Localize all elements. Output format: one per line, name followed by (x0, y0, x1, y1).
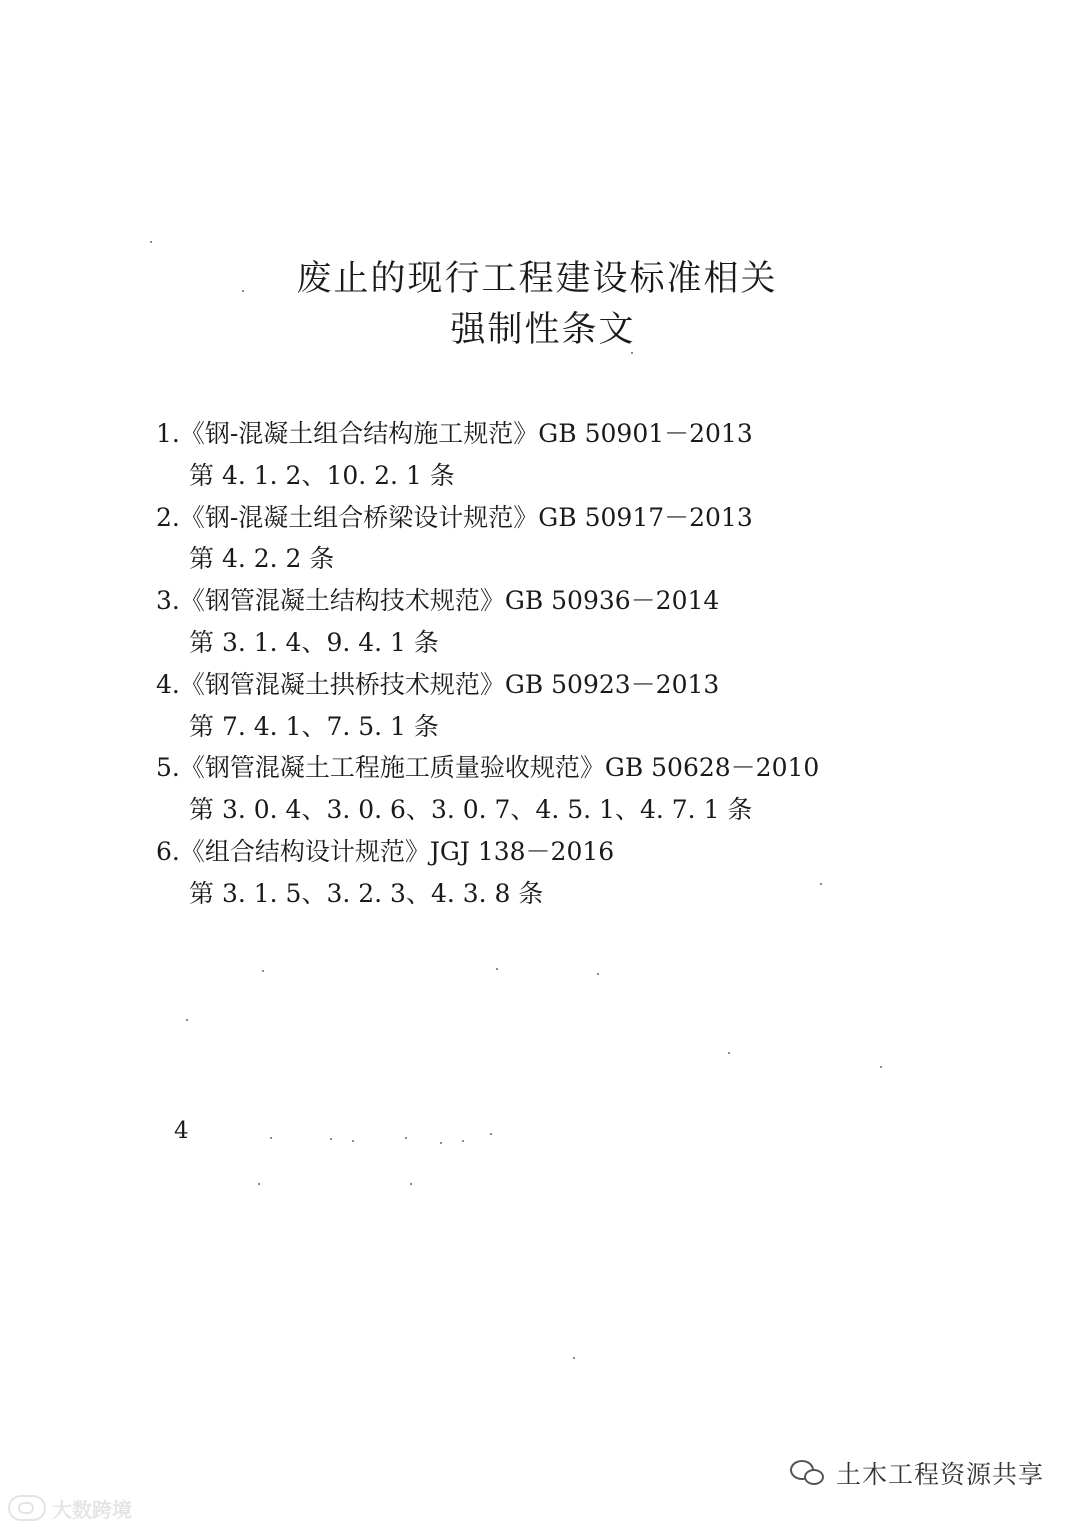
item-number: 4. (156, 669, 180, 699)
standard-title (156, 831, 1036, 873)
clause-list: 第 3. 1. 5、3. 2. 3、4. 3. 8 条 (189, 878, 544, 908)
list-item (156, 664, 1036, 748)
scan-speck (728, 1052, 730, 1054)
page-number: 4 (174, 1118, 189, 1144)
scan-speck (496, 968, 498, 970)
standard-title (156, 497, 1036, 539)
scan-speck (352, 1140, 354, 1142)
scan-speck (880, 1066, 882, 1068)
scan-speck (405, 1137, 407, 1139)
clause-list: 第 4. 2. 2 条 (189, 544, 335, 574)
scan-speck (440, 1142, 442, 1144)
scan-speck (186, 1019, 188, 1021)
standard-name: 《钢-混凝土组合结构施工规范》GB 50901－2013 (179, 419, 753, 448)
item-number: 1. (156, 419, 180, 448)
scan-speck (270, 1137, 272, 1139)
cloud-logo-icon (8, 1495, 46, 1521)
clause-list: 第 3. 0. 4、3. 0. 6、3. 0. 7、4. 5. 1、4. 7. 1 条 (189, 795, 753, 825)
standard-name: 《组合结构设计规范》JGJ 138－2016 (179, 836, 615, 866)
clause-list: 第 4. 1. 2、10. 2. 1 条 (189, 460, 455, 490)
scan-speck (330, 1138, 332, 1140)
standard-name: 《钢管混凝土工程施工质量验收规范》GB 50628－2010 (179, 753, 820, 783)
clause-list: 第 3. 1. 4、9. 4. 1 条 (189, 627, 439, 657)
item-number: 3. (156, 586, 180, 616)
standard-name: 《钢管混凝土拱桥技术规范》GB 50923－2013 (179, 669, 720, 699)
wechat-icon (790, 1458, 826, 1488)
standard-title (156, 580, 1036, 622)
list-item (156, 580, 1036, 664)
scan-speck (597, 973, 599, 975)
item-number: 5. (156, 753, 180, 783)
document-title-line-1: 废止的现行工程建设标准相关 (296, 259, 778, 299)
watermark-left (8, 1493, 132, 1523)
scan-speck (490, 1133, 492, 1135)
scan-speck (820, 883, 822, 885)
list-item (156, 747, 1036, 831)
standard-title (156, 747, 1036, 789)
scan-speck (573, 1357, 575, 1359)
list-item (156, 831, 1036, 915)
item-number: 6. (156, 836, 180, 866)
scan-speck (462, 1140, 464, 1142)
standard-name: 《钢管混凝土结构技术规范》GB 50936－2014 (179, 586, 720, 616)
scan-speck (262, 970, 264, 972)
document-title-line-2: 强制性条文 (450, 310, 636, 350)
list-item (156, 497, 1036, 581)
standard-title (156, 664, 1036, 706)
scan-speck (150, 241, 152, 243)
watermark-left-text: 大数跨境 (52, 1497, 132, 1522)
clause-list: 第 7. 4. 1、7. 5. 1 条 (189, 711, 439, 741)
standards-list (156, 413, 1036, 915)
watermark-right-text: 土木工程资源共享 (836, 1460, 1045, 1489)
item-number: 2. (156, 502, 180, 532)
scan-speck (631, 352, 633, 354)
list-item (156, 413, 1036, 497)
scan-speck (242, 290, 244, 292)
standard-title (156, 413, 1036, 455)
scan-speck (410, 1183, 412, 1185)
watermark-right (790, 1453, 1044, 1493)
scan-speck (258, 1183, 260, 1185)
standard-name: 《钢-混凝土组合桥梁设计规范》GB 50917－2013 (179, 502, 753, 532)
